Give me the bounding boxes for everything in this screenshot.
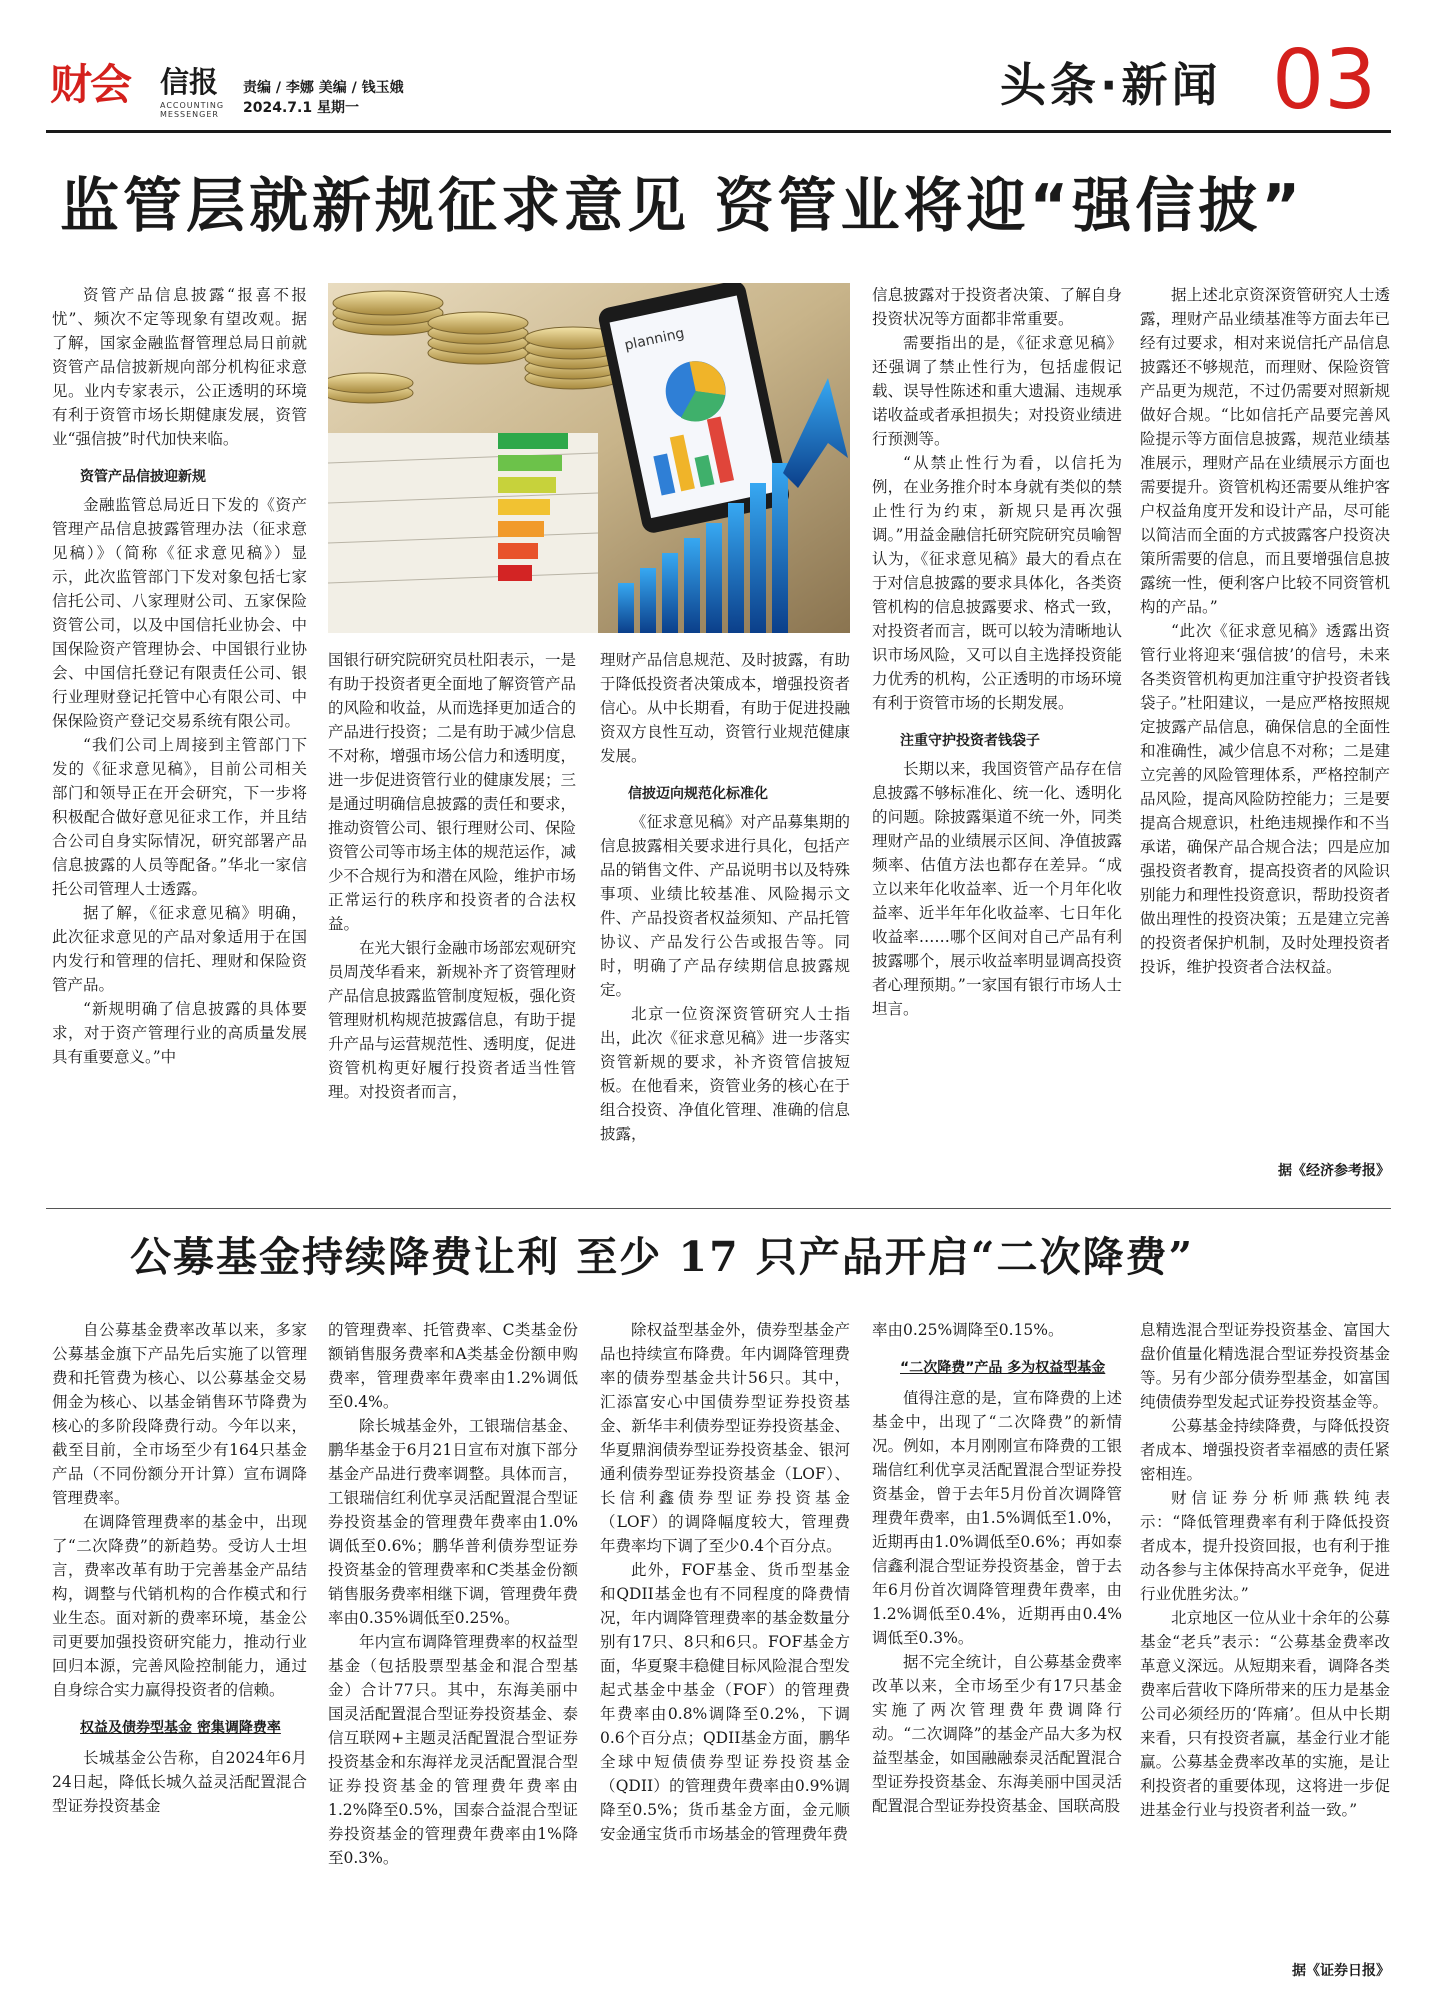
paragraph: 信息披露对于投资者决策、了解自身投资状况等方面都非常重要。	[872, 286, 1122, 328]
paragraph: 长城基金公告称，自2024年6月24日起，降低长城久益灵活配置混合型证券投资基金	[52, 1749, 307, 1815]
paragraph: 需要指出的是，《征求意见稿》还强调了禁止性行为，包括虚假记载、误导性陈述和重大遗漏、违规承诺收益或者承担损失；对投资业绩进行预测等。	[872, 334, 1122, 448]
article2-column-4	[872, 1318, 1122, 1978]
article-divider	[46, 1208, 1391, 1209]
article1-column-1	[52, 283, 307, 1173]
article2-headline: 公募基金持续降费让利 至少 17 只产品开启“二次降费”	[130, 1233, 1195, 1281]
newspaper-logo-english: ACCOUNTING MESSENGER	[160, 101, 225, 119]
paragraph: “新规明确了信息披露的具体要求，对于资产管理行业的高质量发展具有重要意义。”中	[52, 1000, 307, 1066]
article2-source: 据《证券日报》	[1292, 1963, 1390, 1979]
paragraph: 长期以来，我国资管产品存在信息披露不够标准化、统一化、透明化的问题。除披露渠道不统一外，同类理财产品的业绩展示区间、净值披露频率、估值方法也都存在差异。“成立以来年化收益率、近一个月年化收益率、近半年年化收益率、七日年化收益率……哪个区间对自己产品有利披露哪个，展示收益率明显调高投资者心理预期。”一家国有银行市场人士坦言。	[872, 760, 1122, 1018]
paragraph: “从禁止性行为看，以信托为例，在业务推介时本身就有类似的禁止性行为约束，新规只是再次强调。”用益金融信托研究院研究员喻智认为，《征求意见稿》最大的看点在于对信息披露的要求具体化，各类资管机构的信息披露要求、格式一致，对投资者而言，既可以较为清晰地认识市场风险，又可以自主选择投资能力优秀的机构，公正透明的市场环境有利于资管市场的长期发展。	[872, 454, 1122, 712]
article1-column-2	[328, 648, 576, 1173]
article2-column-1	[52, 1318, 307, 1978]
paragraph: 据了解，《征求意见稿》明确，此次征求意见的产品对象适用于在国内发行和管理的信托、理财和保险资管产品。	[52, 904, 307, 994]
paragraph: “此次《征求意见稿》透露出资管行业将迎来‘强信披’的信号，未来各类资管机构更加注重守护投资者钱袋子。”杜阳建议，一是应严格按照规定披露产品信息，确保信息的全面性和准确性，减少信息不对称；二是建立完善的风险管理体系，严格控制产品风险，提高风险防控能力；三是要提高合规意识，杜绝违规操作和不当承诺，确保产品合规合法；四是应加强投资者教育，提高投资者的风险识别能力和理性投资意识，帮助投资者做出理性的投资决策；五是建立完善的投资者保护机制，及时处理投资者投诉，维护投资者合法权益。	[1140, 622, 1390, 976]
subheading: 注重守护投资者钱袋子	[900, 733, 1040, 749]
paragraph: “我们公司上周接到主管部门下发的《征求意见稿》，目前公司相关部门和领导正在开会研究，下一步将积极配合做好意见征求工作，并且结合公司自身实际情况，研究部署产品信息披露的人员等配备。”华北一家信托公司管理人士透露。	[52, 736, 307, 898]
paragraph: 财信证券分析师燕轶纯表示：“降低管理费率有利于降低投资者成本，提升投资回报，也有利于推动各参与主体保持高水平竞争，促进行业优胜劣汰。”	[1140, 1489, 1390, 1603]
paragraph: 国银行研究院研究员杜阳表示，一是有助于投资者更全面地了解资管产品的风险和收益，从而选择更加适合的产品进行投资；二是有助于减少信息不对称，增强市场公信力和透明度，进一步促进资管行业的健康发展；三是通过明确信息披露的责任和要求，推动资管公司、银行理财公司、保险资管公司等市场主体的规范运作，减少不合规行为和潜在风险，维护市场正常运行的秩序和投资者的合法权益。	[328, 651, 576, 933]
editors: 责编 / 李娜 美编 / 钱玉娥	[243, 80, 404, 96]
paragraph: 公募基金持续降费，与降低投资者成本、增强投资者幸福感的责任紧密相连。	[1140, 1417, 1390, 1483]
paragraph: 此外，FOF基金、货币型基金和QDII基金也有不同程度的降费情况，年内调降管理费率的基金数量分别有17只、8只和6只。FOF基金方面，华夏聚丰稳健目标风险混合型发起式基金中基金（FOF）的管理费年费率由0.8%调降至0.2%，下调0.6个百分点；QDII基金方面，鹏华全球中短债债券型证券投资基金（QDII）的管理费年费率由0.9%调降至0.5%；货币基金方面，金元顺安金通宝货币市场基金的管理费年费	[600, 1561, 850, 1843]
paragraph: 据不完全统计，自公募基金费率改革以来，全市场至少有17只基金实施了两次管理费年费调降行动。“二次调降”的基金产品大多为权益型基金，如国融融泰灵活配置混合型证券投资基金、东海美丽中国灵活配置混合型证券投资基金、国联高股	[872, 1653, 1122, 1815]
paragraph: 北京地区一位从业十余年的公募基金“老兵”表示：“公募基金费率改革意义深远。从短期来看，调降各类费率后营收下降所带来的压力是基金公司必须经历的‘阵痛’。但从中长期来看，只有投资者赢，基金行业才能赢。公募基金费率改革的实施，是让利投资者的重要体现，这将进一步促进基金行业与投资者利益一致。”	[1140, 1609, 1390, 1819]
article2-column-5	[1140, 1318, 1390, 1954]
article1-column-3	[600, 648, 850, 1173]
article2-column-2	[328, 1318, 578, 1978]
paragraph: 在调降管理费率的基金中，出现了“二次降费”的新趋势。受访人士坦言，费率改革有助于完善基金产品结构，调整与代销机构的合作模式和行业生态。面对新的费率环境，基金公司更要加强投资研究能力，推动行业回归本源，完善风险控制能力，通过自身综合实力赢得投资者的信赖。	[52, 1513, 307, 1699]
paragraph: 率由0.25%调降至0.15%。	[872, 1321, 1064, 1339]
article1-headline: 监管层就新规征求意见 资管业将迎“强信披”	[60, 171, 1305, 240]
paragraph: 《征求意见稿》对产品募集期的信息披露相关要求进行具化，包括产品的销售文件、产品说明书以及特殊事项、业绩比较基准、风险揭示文件、产品投资者权益须知、产品托管协议、产品发行公告或报告等。同时，明确了产品存续期信息披露规定。	[600, 813, 850, 999]
subheading: 资管产品信披迎新规	[80, 469, 206, 485]
paragraph: 的管理费率、托管费率、C类基金份额销售服务费率和A类基金份额申购费率，管理费率年费率由1.2%调低至0.4%。	[328, 1321, 578, 1411]
subheading: 信披迈向规范化标准化	[628, 786, 768, 802]
header-rule	[46, 130, 1391, 133]
subheading: “二次降费”产品 多为权益型基金	[900, 1360, 1106, 1376]
newspaper-logo: 财会	[50, 60, 131, 109]
paragraph: 金融监管总局近日下发的《资产管理产品信息披露管理办法（征求意见稿）》（简称《征求意见稿》）显示，此次监管部门下发对象包括七家信托公司、八家理财公司、五家保险资管公司，以及中国信托业协会、中国保险资产管理协会、中国银行业协会、中国信托登记有限责任公司、银行业理财登记托管中心有限公司、中保保险资产登记交易系统有限公司。	[52, 496, 307, 730]
paragraph: 据上述北京资深资管研究人士透露，理财产品业绩基准等方面去年已经有过要求，相对来说信托产品信息披露还不够规范，而理财、保险资管产品更为规范，不过仍需要对照新规做好合规。“比如信托产品要完善风险提示等方面信息披露，规范业绩基准展示，理财产品在业绩展示方面也需要提升。资管机构还需要从维护客户权益角度开发和设计产品，尽可能以简洁而全面的方式披露客户投资决策所需要的信息，而且要增强信息披露统一性，便利客户比较不同资管机构的产品。”	[1140, 286, 1390, 616]
paragraph: 北京一位资深资管研究人士指出，此次《征求意见稿》进一步落实资管新规的要求，补齐资管信披短板。在他看来，资管业务的核心在于组合投资、净值化管理、准确的信息披露，	[600, 1005, 850, 1143]
paragraph: 除权益型基金外，债券型基金产品也持续宣布降费。年内调降管理费率的债券型基金共计56只。其中，汇添富安心中国债券型证券投资基金、新华丰利债券型证券投资基金、华夏鼎润债券型证券投资基金、银河通利债券型证券投资基金（LOF）、长信利鑫债券型证券投资基金（LOF）的调降幅度较大，管理费年费率均下调了至少0.4个百分点。	[600, 1321, 850, 1555]
article1-column-4	[872, 283, 1122, 1173]
paragraph: 自公募基金费率改革以来，多家公募基金旗下产品先后实施了以管理费和托管费为核心、以公募基金交易佣金为核心、以基金销售环节降费为核心的多阶段降费行动。今年以来，截至目前，全市场至少有164只基金产品（不同份额分开计算）宣布调降管理费率。	[52, 1321, 307, 1507]
article2-column-3	[600, 1318, 850, 1978]
masthead	[0, 0, 1440, 150]
issue-date: 2024.7.1 星期一	[243, 100, 359, 116]
paragraph: 息精选混合型证券投资基金、富国大盘价值量化精选混合型证券投资基金等。另有少部分债券型基金，如富国纯债债券型发起式证券投资基金等。	[1140, 1321, 1390, 1411]
editor-info	[243, 78, 404, 118]
paragraph: 除长城基金外，工银瑞信基金、鹏华基金于6月21日宣布对旗下部分基金产品进行费率调整。具体而言，工银瑞信红利优享灵活配置混合型证券投资基金的管理费年费率由1.0%调低至0.6%；鹏华普利债券型证券投资基金的管理费率和C类基金份额销售服务费率相继下调，管理费年费率由0.35%调低至0.25%。	[328, 1417, 578, 1627]
article1-photo	[328, 283, 850, 633]
paragraph: 年内宣布调降管理费率的权益型基金（包括股票型基金和混合型基金）合计77只。其中，东海美丽中国灵活配置混合型证券投资基金、泰信互联网+主题灵活配置混合型证券投资基金和东海祥龙灵活配置混合型证券投资基金的管理费年费率由1.2%降至0.5%，国泰合益混合型证券投资基金的管理费年费率由1%降至0.3%。	[328, 1633, 578, 1867]
article1-source: 据《经济参考报》	[1278, 1163, 1390, 1179]
photo-label: planning	[623, 325, 686, 354]
article1-column-5	[1140, 283, 1390, 1148]
page-number: 03	[1272, 33, 1377, 128]
paragraph: 资管产品信息披露“报喜不报忧”、频次不定等现象有望改观。据了解，国家金融监督管理总局日前就资管产品信披新规向部分机构征求意见。业内专家表示，公正透明的环境有利于资管市场长期健康发展，资管业“强信披”时代加快来临。	[52, 286, 307, 448]
paragraph: 在光大银行金融市场部宏观研究员周茂华看来，新规补齐了资管理财产品信息披露监管制度短板，强化资管理财机构规范披露信息，有助于提升产品与运营规范性、透明度，促进资管机构更好履行投资者适当性管理。对投资者而言，	[328, 939, 576, 1101]
section-title: 头条·新闻	[1000, 58, 1222, 112]
paragraph: 值得注意的是，宣布降费的上述基金中，出现了“二次降费”的新情况。例如，本月刚刚宣布降费的工银瑞信红利优享灵活配置混合型证券投资基金，曾于去年5月份首次调降管理费年费率，由1.5%调低至1.0%，近期再由1.0%调低至0.6%；再如泰信鑫利混合型证券投资基金，曾于去年6月份首次调降管理费年费率，由1.2%调低至0.4%，近期再由0.4%调低至0.3%。	[872, 1389, 1122, 1647]
newspaper-logo-suffix: 信报	[160, 65, 219, 99]
subheading: 权益及债券型基金 密集调降费率	[80, 1720, 281, 1736]
paragraph: 理财产品信息规范、及时披露，有助于降低投资者决策成本，增强投资者信心。从中长期看，有助于促进投融资双方良性互动，资管行业规范健康发展。	[600, 651, 850, 765]
